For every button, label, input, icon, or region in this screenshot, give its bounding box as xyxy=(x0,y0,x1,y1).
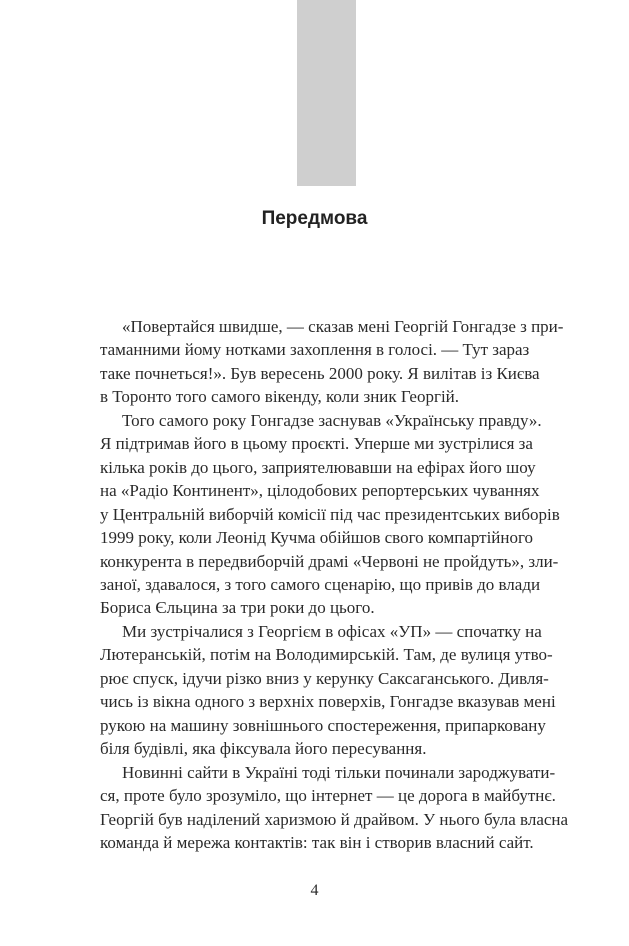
chapter-title: Передмова xyxy=(261,208,368,229)
text-line: Я підтримав його в цьому проєкті. Уперше ми зустрілися за xyxy=(100,434,533,454)
text-line: Того самого року Гонгадзе заснував «Українську правду». xyxy=(122,410,542,430)
text-line: рює спуск, ідучи різко вниз у керунку Саксаганського. Дивля- xyxy=(100,668,549,688)
text-line: ся, проте було зрозуміло, що інтернет — це дорога в майбутнє. xyxy=(100,786,556,806)
page-number: 4 xyxy=(310,882,319,899)
text-line: таке почнеться!». Був вересень 2000 року. Я вилітав із Києва xyxy=(100,363,540,383)
text-line: конкурента в передвиборчій драмі «Червоні не пройдуть», зли- xyxy=(100,551,559,571)
text-line: Бориса Єльцина за три роки до цього. xyxy=(100,598,375,618)
text-line: команда й мережа контактів: так він і створив власний сайт. xyxy=(100,832,534,852)
text-line: «Повертайся швидше, — сказав мені Георгій Гонгадзе з при- xyxy=(122,317,564,336)
text-line: заної, здавалося, з того самого сценарію, що привів до влади xyxy=(100,574,541,594)
text-line: у Центральній виборчій комісії під час президентських виборів xyxy=(100,504,560,524)
text-line: на «Радіо Континент», цілодобових репортерських чуваннях xyxy=(100,481,540,501)
text-line: Георгій був наділений харизмою й драйвом. У нього була власна xyxy=(100,809,569,829)
text-line: чись із вікна одного з верхніх поверхів, Гонгадзе вказував мені xyxy=(100,692,556,712)
paragraph xyxy=(100,761,569,855)
text-line: рукою на машину зовнішнього спостереження, припарковану xyxy=(100,715,546,735)
text-line: кілька років до цього, заприятелювавши на ефірах його шоу xyxy=(100,457,536,477)
text-line: таманними йому нотками захоплення в голосі. — Тут зараз xyxy=(100,340,530,360)
paragraph xyxy=(100,315,564,409)
paragraph xyxy=(100,409,560,620)
body-text xyxy=(100,315,569,854)
text-line: Лютеранській, потім на Володимирській. Там, де вулиця утво- xyxy=(100,645,553,665)
text-line: біля будівлі, яка фіксувала його пересування. xyxy=(100,739,427,759)
text-line: Ми зустрічалися з Георгієм в офісах «УП» — спочатку на xyxy=(122,621,542,641)
text-line: Новинні сайти в Україні тоді тільки починали зароджувати- xyxy=(122,762,556,782)
text-line: в Торонто того самого вікенду, коли зник Георгій. xyxy=(100,387,460,407)
decorative-gray-bar xyxy=(297,0,356,186)
paragraph xyxy=(100,620,556,761)
text-line: 1999 року, коли Леонід Кучма обійшов свого компартійного xyxy=(100,528,534,548)
